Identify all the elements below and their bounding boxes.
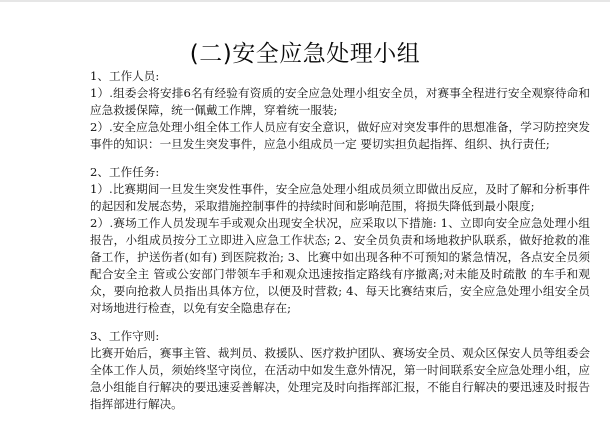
section-heading-personnel: 1、工作人员: [90, 69, 160, 83]
paragraph: 2）.安全应急处理小组全体工作人员应有安全意识，做好应对突发事件的思想准备，学习防控突发事件的知识：一旦发生突发事件，应急小组成员一定 要切实担负起指挥、组织、执行责任; [90, 120, 590, 151]
paragraph: 1）.组委会将安排6名有经验有资质的安全应急处理小组安全员，对赛事全程进行安全观察待命和应急救援保障，统一佩戴工作牌，穿着统一服装; [90, 86, 590, 117]
section-spacer [90, 317, 590, 328]
paragraph: 2）.赛场工作人员发现车手或观众出现安全状况，应采取以下措施: 1、立即向安全应急处理小组报告，小组成员按分工立即进入应急工作状态; 2、安全员负责和场地救护队联系，做好抢救的准备工作，护送伤者(如有) 到医院救治; 3、比赛中如出现各种不可预知的紧急情况，各点安全员须配合安全主 管或公安部门带领车手和观众迅速按指定路线有序撤离;对未能及时疏散 的车手和观众，要向抢救人员指出具体方位，以便及时营救; 4、每天比赛结束后，安全应急处理小组安全员对场地进行检查，以免有安全隐患存在; [90, 216, 590, 315]
page-title: (二)安全应急处理小组 [189, 41, 421, 67]
section-heading-rules: 3、工作守则: [90, 329, 160, 343]
document-body [90, 68, 590, 413]
paragraph: 比赛开始后，赛事主管、裁判员、救援队、医疗救护团队、赛场安全员、观众区保安人员等组委会全体工作人员，须始终坚守岗位，在活动中如发生意外情况，第一时间联系安全应急处理小组，应急小组能自行解决的要迅速妥善解决，处理完及时向指挥部汇报，不能自行解决的要迅速及时报告指挥部进行解决。 [90, 346, 590, 411]
paragraph: 1）.比赛期间一旦发生突发性事件，安全应急处理小组成员须立即做出反应，及时了解和分析事件的起因和发展态势，采取措施控制事件的持续时间和影响范围，将损失降低到最小限度; [90, 182, 590, 213]
section-heading-tasks: 2、工作任务: [90, 165, 160, 179]
section-spacer [90, 153, 590, 164]
